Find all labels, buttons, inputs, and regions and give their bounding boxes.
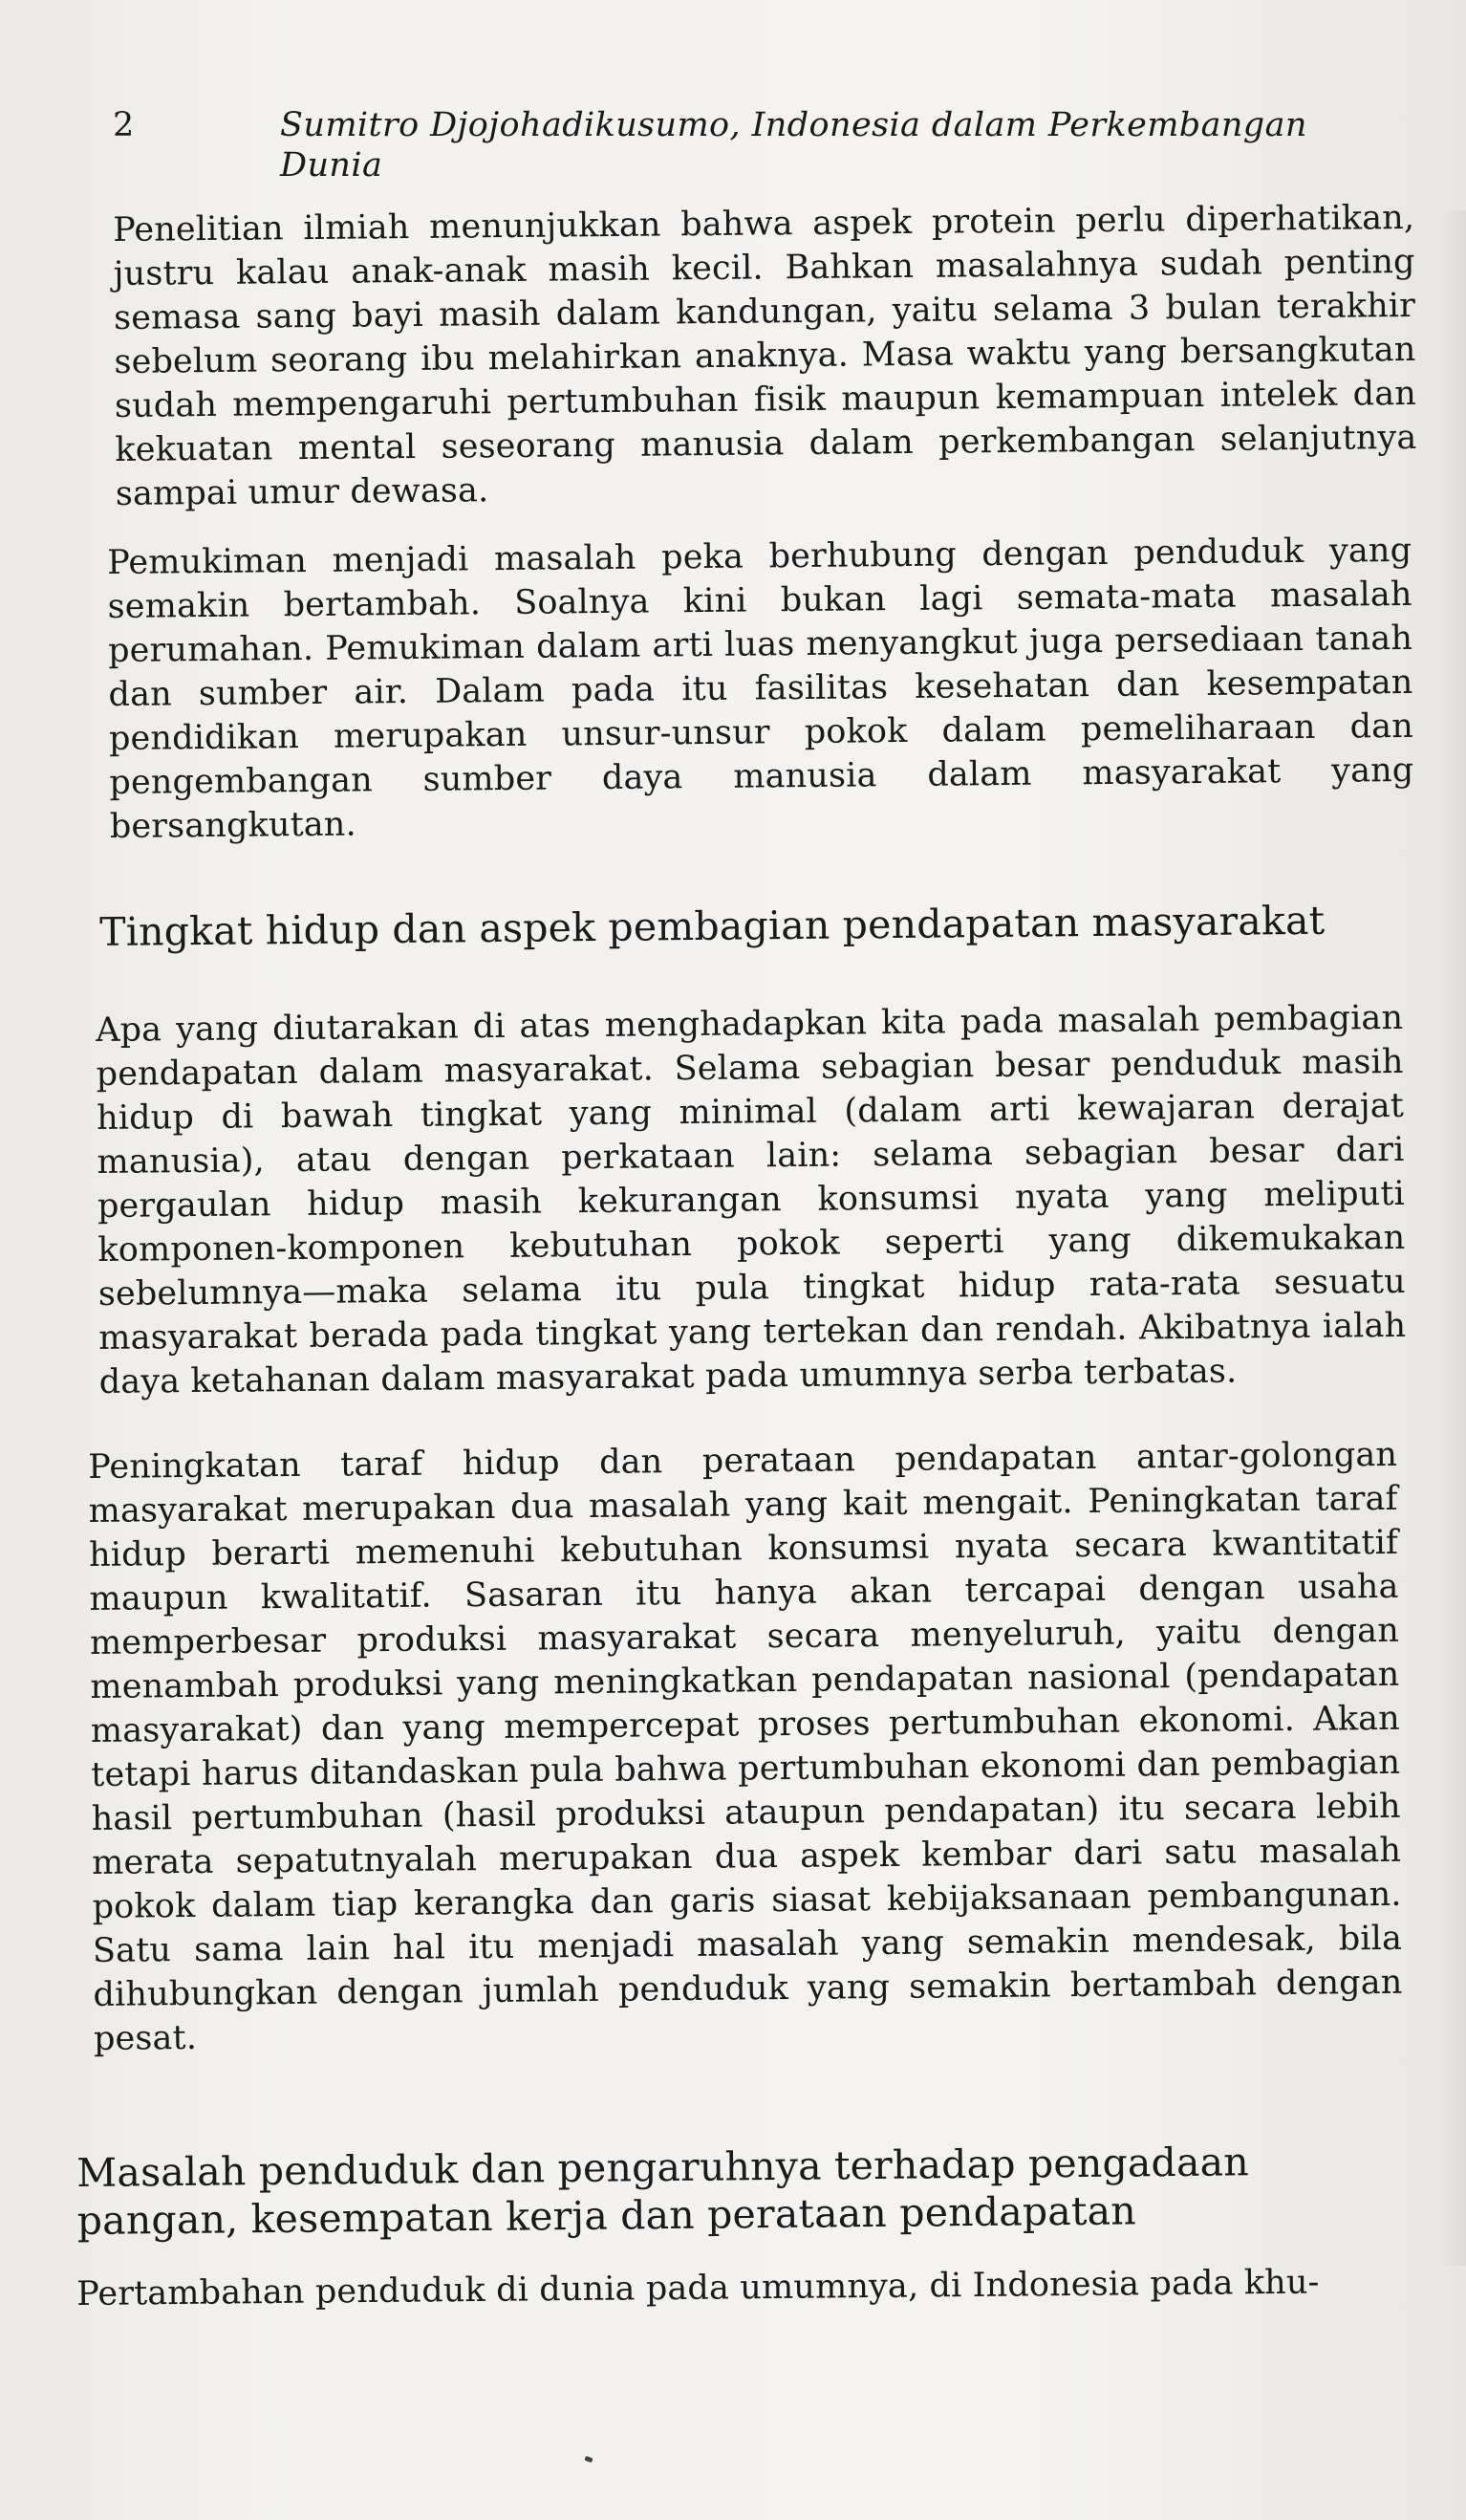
paragraph-peningkatan-taraf-hidup: Peningkatan taraf hidup dan perataan pendapatan antar-golongan masyarakat merupakan dua masalah yang kait mengait. Peningkatan taraf hidup berarti memenuhi kebutuhan konsumsi nyata secara kwantitatif maupun kwalitatif. Sasaran itu hanya akan tercapai dengan usaha memperbesar produksi masyarakat secara menyeluruh, yaitu dengan menambah produksi yang meningkatkan pendapatan nasional (pendapatan masyarakat) dan yang mempercepat proses pertumbuhan ekonomi. Akan tetapi harus ditandaskan pula bahwa pertumbuhan ekonomi dan pembagian hasil pertumbuhan (hasil produksi ataupun pendapatan) itu secara lebih merata sepatutnyalah merupakan dua aspek kembar dari satu masalah pokok dalam tiap kerangka dan garis siasat kebijaksanaan pembangunan. Satu sama lain hal itu menjadi masalah yang semakin mendesak, bila dihubungkan dengan jumlah penduduk yang semakin bertambah dengan pesat. <box>88 1435 1403 2058</box>
paragraph-pembagian-pendapatan: Apa yang diutarakan di atas menghadapkan kita pada masalah pembagian pendapatan dalam masyarakat. Selama sebagian besar penduduk masih hidup di bawah tingkat yang minimal (dalam arti kewajaran derajat manusia), atau dengan perkataan lain: selama sebagian besar dari pergaulan hidup masih kekurangan konsumsi nyata yang meliputi komponen-komponen kebutuhan pokok seperti yang dikemukakan sebelumnya—maka selama itu pula tingkat hidup rata-rata sesuatu masyarakat berada pada tingkat yang tertekan dan rendah. Akibatnya ialah daya ketahanan dalam masyarakat pada umumnya serba terbatas. <box>96 998 1407 1401</box>
page-edge-shadow <box>1441 210 1466 2266</box>
print-speck <box>584 2456 593 2463</box>
paragraph-pemukiman: Pemukiman menjadi masalah peka berhubung dengan penduduk yang semakin bertambah. Soalnya kini bukan lagi semata-mata masalah perumahan. Pemukiman dalam arti luas menyangkut juga persediaan tanah dan sumber air. Dalam pada itu fasilitas kesehatan dan kesempatan pendidikan merupakan unsur-unsur pokok dalam pemeliharaan dan pengembangan sumber daya manusia dalam masyarakat yang bersangkutan. <box>107 531 1414 846</box>
section-heading-masalah-penduduk: Masalah penduduk dan pengaruhnya terhadap pengadaan pangan, kesempatan kerja dan perataan pendapatan <box>76 2139 1250 2244</box>
paragraph-protein: Penelitian ilmiah menunjukkan bahwa aspek protein perlu diperhatikan, justru kalau anak-anak masih kecil. Bahkan masalahnya sudah penting semasa sang bayi masih dalam kandungan, yaitu selama 3 bulan terakhir sebelum seorang ibu melahirkan anaknya. Masa waktu yang bersangkutan sudah mempengaruhi pertumbuhan fisik maupun kemampuan intelek dan kekuatan mental seseorang manusia dalam perkembangan selanjutnya sampai umur dewasa. <box>113 198 1417 513</box>
running-title: Sumitro Djojohadikusumo, Indonesia dalam Perkembangan Dunia <box>280 106 1307 185</box>
section-heading-tingkat-hidup: Tingkat hidup dan aspek pembagian pendapatan masyarakat <box>99 897 1326 955</box>
paragraph-pertambahan-penduduk: Pertambahan penduduk di dunia pada umumnya, di Indonesia pada khu- <box>76 2263 1320 2314</box>
page-number: 2 <box>113 106 135 144</box>
